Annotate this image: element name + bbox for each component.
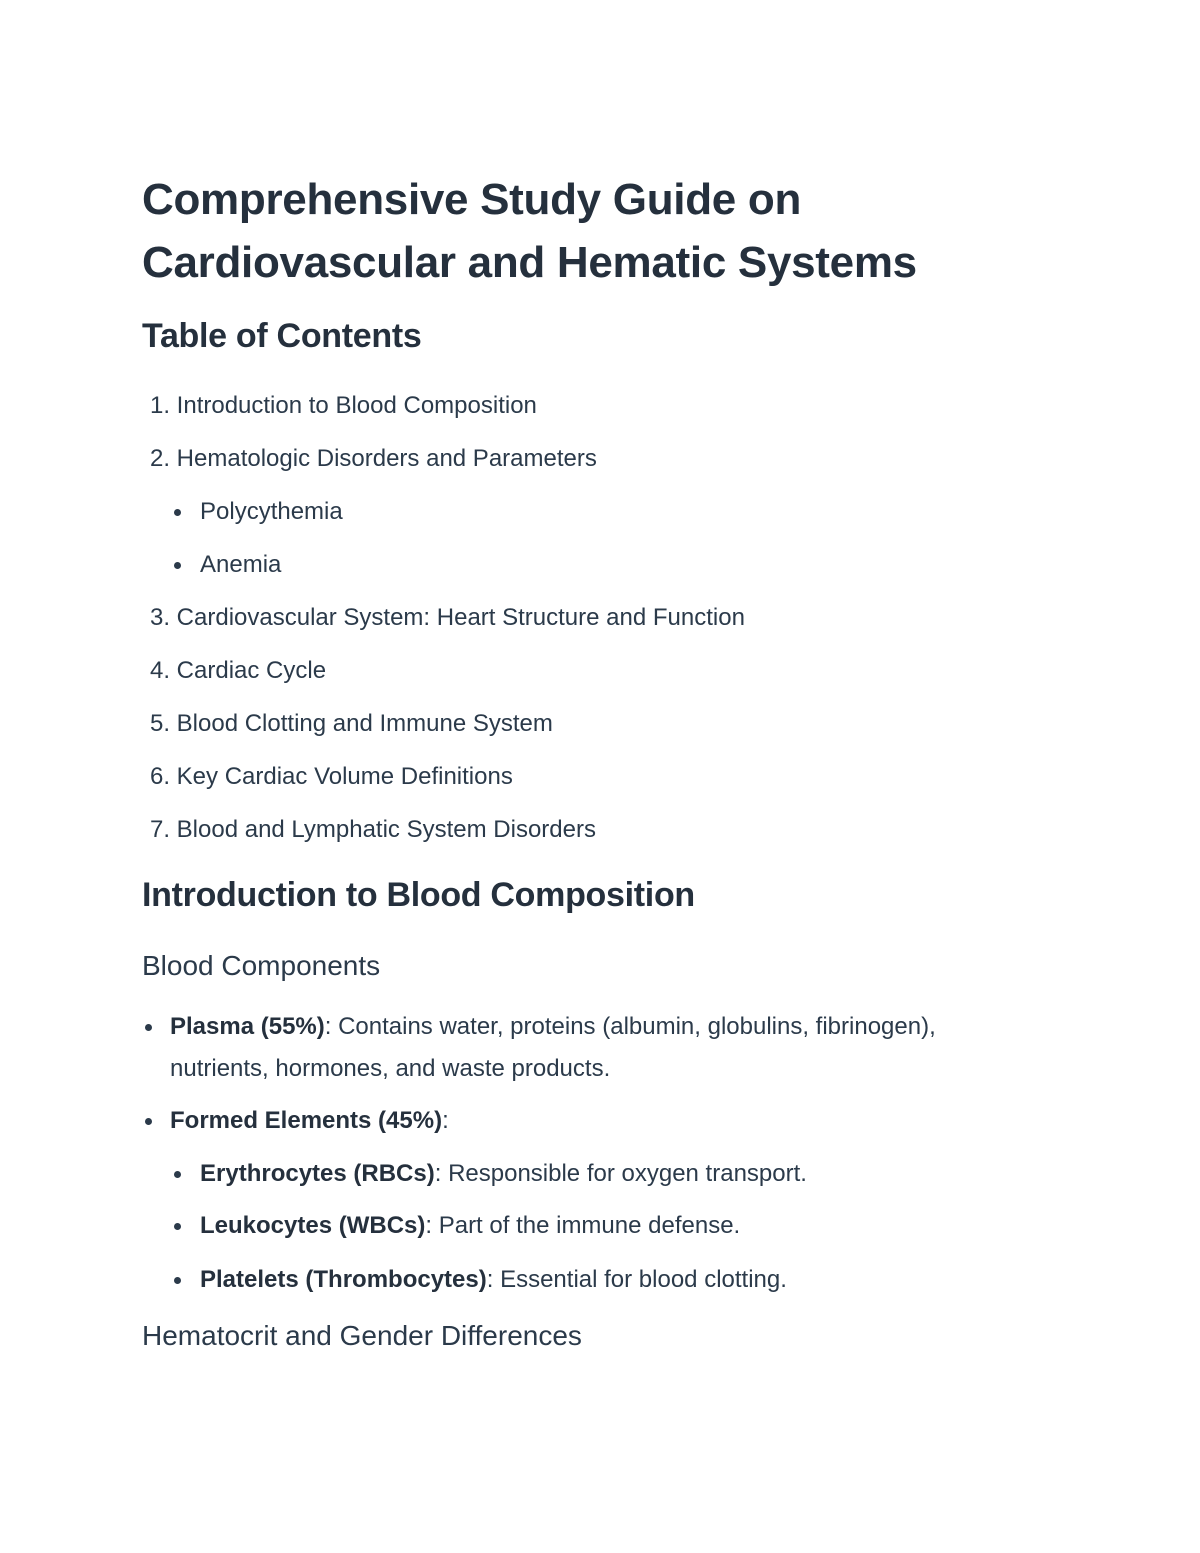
bullet-icon (145, 1118, 152, 1125)
list-item-erythrocytes: Erythrocytes (RBCs): Responsible for oxygen transport. (200, 1160, 807, 1187)
toc-item-3[interactable]: 3. Cardiovascular System: Heart Structure and Function (149, 604, 745, 631)
title-line-2: Cardiovascular and Hematic Systems (142, 238, 917, 287)
bullet-icon (174, 1171, 181, 1178)
toc-item-5[interactable]: 5. Blood Clotting and Immune System (149, 710, 553, 737)
toc-item-label: Introduction to Blood Composition (176, 392, 537, 419)
bullet-icon (174, 509, 181, 516)
term-formed-elements: Formed Elements (45%) (170, 1107, 443, 1134)
toc-item-2[interactable]: 2. Hematologic Disorders and Parameters (149, 445, 597, 472)
toc-subitem-polycythemia[interactable]: Polycythemia (200, 498, 343, 525)
list-item-plasma-cont: nutrients, hormones, and waste products. (170, 1055, 611, 1082)
list-item-plasma: Plasma (55%): Contains water, proteins (albumin, globulins, fibrinogen), (170, 1013, 936, 1040)
list-item-formed-elements: Formed Elements (45%): (170, 1107, 449, 1134)
bullet-icon (174, 562, 181, 569)
toc-item-label: Blood and Lymphatic System Disorders (176, 816, 596, 843)
list-item-platelets: Platelets (Thrombocytes): Essential for blood clotting. (200, 1266, 787, 1293)
document-title (142, 168, 917, 294)
title-line-1: Comprehensive Study Guide on (142, 175, 802, 224)
list-item-leukocytes: Leukocytes (WBCs): Part of the immune defense. (200, 1212, 741, 1239)
toc-subitem-anemia[interactable]: Anemia (200, 551, 282, 578)
term-plasma: Plasma (55%) (170, 1013, 325, 1040)
toc-item-7[interactable]: 7. Blood and Lymphatic System Disorders (149, 816, 596, 843)
toc-item-6[interactable]: 6. Key Cardiac Volume Definitions (149, 763, 513, 790)
section-heading-blood-composition: Introduction to Blood Composition (142, 876, 695, 914)
toc-item-label: Cardiac Cycle (176, 657, 327, 684)
bullet-icon (145, 1024, 152, 1031)
toc-item-4[interactable]: 4. Cardiac Cycle (149, 657, 327, 684)
toc-item-1[interactable]: 1. Introduction to Blood Composition (149, 392, 537, 419)
toc-item-label: Key Cardiac Volume Definitions (176, 763, 513, 790)
subheading-blood-components: Blood Components (142, 950, 381, 981)
bullet-icon (174, 1223, 181, 1230)
bullet-icon (174, 1277, 181, 1284)
toc-item-label: Blood Clotting and Immune System (176, 710, 553, 737)
subheading-hematocrit: Hematocrit and Gender Differences (142, 1320, 582, 1351)
toc-item-label: Cardiovascular System: Heart Structure and Function (176, 604, 745, 631)
toc-item-label: Hematologic Disorders and Parameters (176, 445, 597, 472)
toc-heading: Table of Contents (142, 317, 422, 355)
